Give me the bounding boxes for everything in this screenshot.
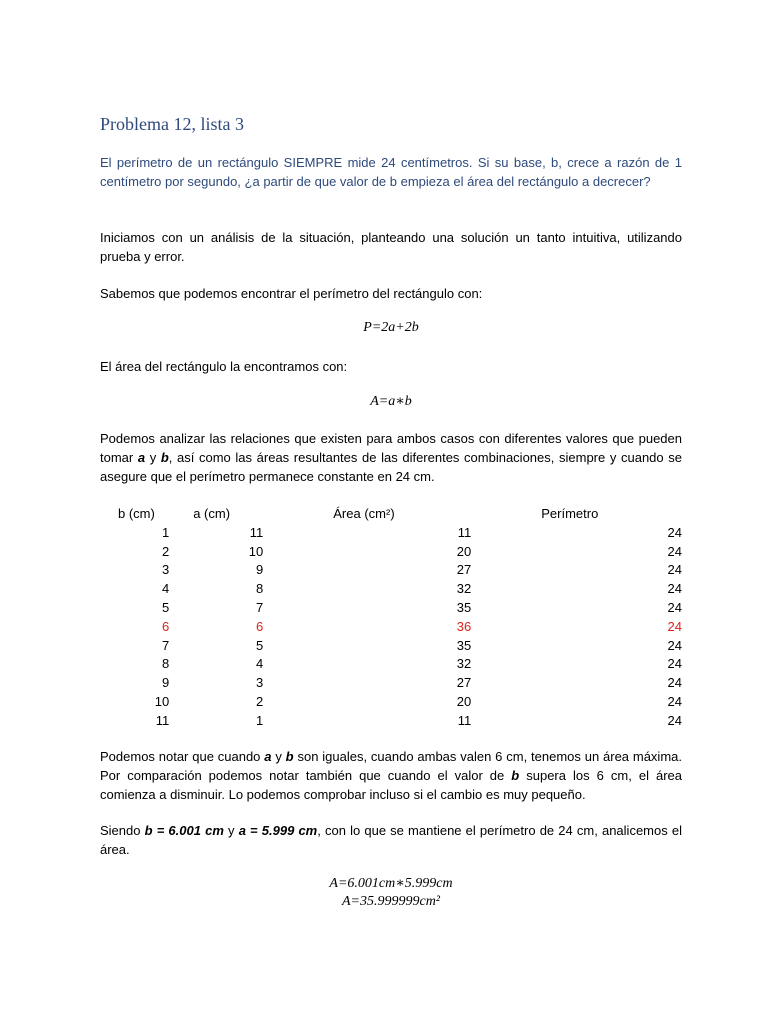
- table-row: 7 5 35 24: [161, 637, 682, 653]
- perimeter-formula: P=2a+2b: [363, 320, 419, 335]
- table-row: 4 8 32 24: [161, 581, 682, 597]
- table-row: 3 9 27 24: [161, 562, 682, 578]
- table-row: 1 11 11 24: [161, 524, 682, 540]
- header-b: b (cm): [118, 506, 155, 521]
- table-row: 9 3 27 24: [161, 675, 682, 691]
- page-title: Problema 12, lista 3: [100, 114, 244, 134]
- final-equation-product: A=6.001cm∗5.999cm: [329, 876, 453, 891]
- table-row: 8 4 32 24: [161, 656, 682, 672]
- perimeter-text: Sabemos que podemos encontrar el perímetro del rectángulo con:: [100, 286, 483, 301]
- example-paragraph: Siendo b = 6.001 cm y a = 5.999 cm, con lo que se mantiene el perímetro de 24 cm, analicemos el área.: [100, 823, 682, 857]
- table-row: 10 2 20 24: [154, 694, 682, 710]
- table-row: 2 10 20 24: [161, 543, 682, 559]
- area-formula: A=a∗b: [370, 394, 412, 409]
- header-area: Área (cm²): [333, 506, 395, 521]
- analysis-paragraph: Podemos analizar las relaciones que existen para ambos casos con diferentes valores que pueden tomar a y b, así como las áreas resultantes de las diferentes combinaciones, siempre y cuando se asegure que el perímetro permanece constante en 24 cm.: [100, 431, 682, 484]
- table-header-row: [118, 504, 682, 523]
- header-a: a (cm): [193, 506, 231, 521]
- final-equation-result: A=35.999999cm²: [341, 894, 441, 909]
- table-row-max-area: 6 6 36 24: [161, 618, 682, 634]
- problem-statement: El perímetro de un rectángulo SIEMPRE mide 24 centímetros. Si su base, b, crece a razón de 1 centímetro por segundo, ¿a partir de que valor de b empieza el área del rectángulo a decrecer?: [100, 155, 682, 189]
- header-perimeter: Perímetro: [541, 506, 599, 521]
- intro-paragraph: Iniciamos con un análisis de la situación, planteando una solución un tanto intuitiva, utilizando prueba y error.: [100, 230, 682, 264]
- conclusion-paragraph: Podemos notar que cuando a y b son iguales, cuando ambas valen 6 cm, tenemos un área máxima. Por comparación podemos notar también que cuando el valor de b supera los 6 cm, el área comienza a disminuir. Lo podemos comprobar incluso si el cambio es muy pequeño.: [100, 749, 682, 802]
- table-row: 5 7 35 24: [161, 600, 682, 616]
- area-text: El área del rectángulo la encontramos con:: [100, 359, 348, 374]
- table-row: 11 1 11 24: [155, 712, 682, 728]
- values-table: [118, 504, 682, 730]
